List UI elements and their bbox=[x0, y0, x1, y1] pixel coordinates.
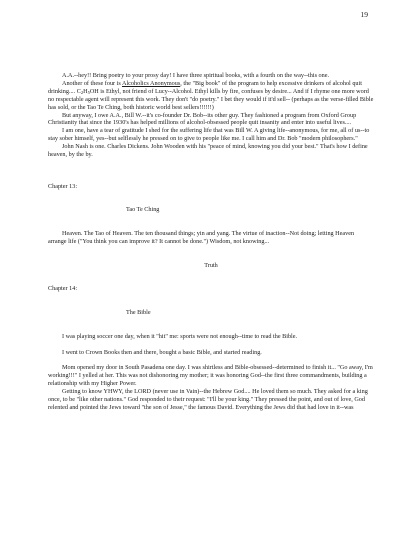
paragraph-crown-books: I went to Crown Books then and there, bought a basic Bible, and started reading. bbox=[62, 348, 262, 356]
text-segment: Another of these four is bbox=[62, 79, 122, 87]
chapter-13-label: Chapter 13: bbox=[48, 182, 78, 190]
paragraph-aa-poetry: A.A.--hey!! Bring poetry to your prosy day! I have three spiritual books, with a fourth on the way--this one. bbox=[62, 72, 330, 79]
subscript: 5 bbox=[87, 89, 90, 95]
subscript: 2 bbox=[80, 89, 84, 95]
page-number: 19 bbox=[360, 10, 368, 19]
paragraph-gratitude: I am one, have a tear of gratitude I shed for the suffering life that was Bill W. A giving life--anonymous, for me, all of us--to stay sober himself, yes--but selflessly he pressed on to give to people like me. I call him and Dr. Bob "modern philosophers." bbox=[48, 127, 370, 143]
paragraph-soccer: I was playing soccer one day, when it "hit" me: sports were not enough--time to read the Bible. bbox=[62, 332, 298, 340]
paragraph-philosophers: John Nash is one. Charles Dickens. John Wooden with his "peace of mind, knowing you did your best." That's how I define heaven, by the by. bbox=[48, 143, 368, 159]
text-segment: , the "Big book" of the program to help excessive drinkers of alcohol quit drinking.... C bbox=[48, 79, 362, 95]
chapter-14-title: The Bible bbox=[126, 309, 151, 317]
text-segment: H bbox=[83, 87, 88, 95]
page-body bbox=[48, 72, 374, 412]
paragraph-big-book bbox=[48, 80, 374, 112]
section-truth: Truth bbox=[204, 261, 218, 269]
chapter-13-title: Tao Te Ching bbox=[126, 206, 160, 214]
paragraph-yhwy: Getting to know YHWY, the LORD (never use in Vain)--the Hebrew God.... He loved them so much. They asked for a king once, to be "like other nations." God responded to their request: "I'll be your king." They pressed the point, and out of love, God relented and pointed the Jews toward "the son of Jesse," the famous David. Everything the Jews did that had love in it--was bbox=[48, 388, 368, 411]
paragraph-mom: Mom opened my door in South Pasadena one day. I was shirtless and Bible-obsessed--determined to finish it... "Go away, I'm working!!!" I yelled at her. This was not dishonoring my mother; it was honoring God--the first three commandments, building a relationship with my Higher Power. bbox=[48, 364, 373, 388]
paragraph-bill-w: But anyway, I owe A.A., Bill W.--it's co-founder Dr. Bob--its other guy. They fashioned a program from Oxford Group Christianity that since the 1930's has helped millions of alcohol-obsessed people quit insanity and enter into useful lives.... bbox=[48, 111, 357, 127]
paragraph-tao: Heaven. The Tao of Heaven. The ten thousand things; yin and yang. The virtue of inaction--Not doing; letting Heaven arrange life ("You think you can improve it? It cannot be done.") Wisdom, not knowing... bbox=[48, 230, 355, 245]
text-segment: OH is Ethyl, not friend of Lucy--Alcohol. Ethyl kills by fire, confuses by desire... And if I rhyme one more word no respectable agent will represent this work. They don't "do poetry." I bet they would if it'd sell-- (perhaps as the verse-filled Bible has sold, or the Tao Te Ching, both historic world best sellers!!!!!!) bbox=[48, 87, 374, 111]
book-title-alcoholics-anonymous: Alcoholics Anonymous bbox=[121, 79, 181, 87]
chapter-14-label: Chapter 14: bbox=[48, 285, 78, 293]
